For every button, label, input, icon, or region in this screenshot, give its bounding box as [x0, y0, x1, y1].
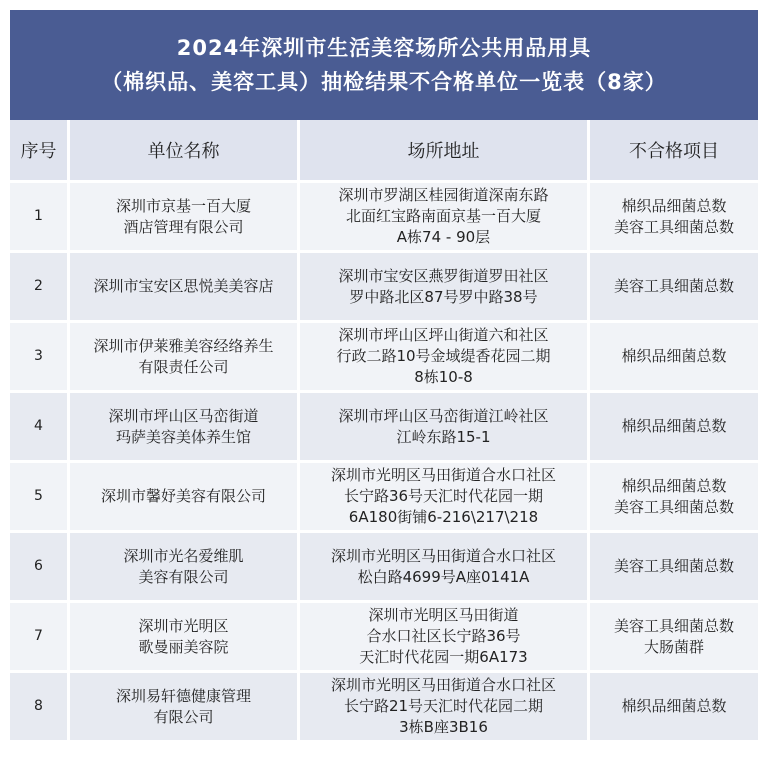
- table-row: [10, 463, 758, 533]
- notice-frame: [10, 10, 758, 750]
- cell-no: 7: [10, 603, 70, 673]
- table-row: [10, 253, 758, 323]
- cell-name: 深圳市光名爱维肌 美容有限公司: [70, 533, 300, 603]
- cell-name: 深圳市馨妤美容有限公司: [70, 463, 300, 533]
- cell-address: 深圳市光明区马田街道合水口社区 长宁路21号天汇时代花园二期 3栋B座3B16: [300, 673, 590, 743]
- header-name: 单位名称: [70, 120, 300, 183]
- table-row: [10, 673, 758, 743]
- cell-no: 8: [10, 673, 70, 743]
- cell-items: 美容工具细菌总数: [590, 253, 758, 323]
- table-row: [10, 183, 758, 253]
- cell-address: 深圳市宝安区燕罗街道罗田社区 罗中路北区87号罗中路38号: [300, 253, 590, 323]
- header-no: 序号: [10, 120, 70, 183]
- cell-items: 美容工具细菌总数: [590, 533, 758, 603]
- cell-no: 2: [10, 253, 70, 323]
- cell-address: 深圳市光明区马田街道 合水口社区长宁路36号 天汇时代花园一期6A173: [300, 603, 590, 673]
- header-items: 不合格项目: [590, 120, 758, 183]
- cell-name: 深圳市宝安区思悦美美容店: [70, 253, 300, 323]
- table-row: [10, 323, 758, 393]
- cell-address: 深圳市光明区马田街道合水口社区 长宁路36号天汇时代花园一期 6A180街铺6-216\217\218: [300, 463, 590, 533]
- cell-items: 棉织品细菌总数: [590, 393, 758, 463]
- cell-items: 棉织品细菌总数: [590, 323, 758, 393]
- table-row: [10, 603, 758, 673]
- cell-no: 3: [10, 323, 70, 393]
- cell-address: 深圳市罗湖区桂园街道深南东路 北面红宝路南面京基一百大厦 A栋74 - 90层: [300, 183, 590, 253]
- cell-items: 棉织品细菌总数 美容工具细菌总数: [590, 183, 758, 253]
- cell-address: 深圳市光明区马田街道合水口社区 松白路4699号A座0141A: [300, 533, 590, 603]
- cell-items: 棉织品细菌总数 美容工具细菌总数: [590, 463, 758, 533]
- cell-name: 深圳市京基一百大厦 酒店管理有限公司: [70, 183, 300, 253]
- cell-name: 深圳易轩德健康管理 有限公司: [70, 673, 300, 743]
- table-row: [10, 533, 758, 603]
- cell-address: 深圳市坪山区坪山街道六和社区 行政二路10号金域缇香花园二期 8栋10-8: [300, 323, 590, 393]
- cell-name: 深圳市光明区 歌曼丽美容院: [70, 603, 300, 673]
- cell-address: 深圳市坪山区马峦街道江岭社区 江岭东路15-1: [300, 393, 590, 463]
- cell-name: 深圳市坪山区马峦街道 玛萨美容美体养生馆: [70, 393, 300, 463]
- cell-items: 美容工具细菌总数 大肠菌群: [590, 603, 758, 673]
- cell-no: 6: [10, 533, 70, 603]
- table-header-row: [10, 120, 758, 183]
- title-line-1: 2024年深圳市生活美容场所公共用品用具: [176, 36, 592, 60]
- title-banner: [10, 10, 758, 120]
- title-line-2: （棉织品、美容工具）抽检结果不合格单位一览表（8家）: [101, 70, 667, 94]
- cell-no: 5: [10, 463, 70, 533]
- results-table: [10, 120, 758, 743]
- header-address: 场所地址: [300, 120, 590, 183]
- cell-no: 1: [10, 183, 70, 253]
- cell-name: 深圳市伊莱雅美容经络养生 有限责任公司: [70, 323, 300, 393]
- cell-items: 棉织品细菌总数: [590, 673, 758, 743]
- cell-no: 4: [10, 393, 70, 463]
- table-row: [10, 393, 758, 463]
